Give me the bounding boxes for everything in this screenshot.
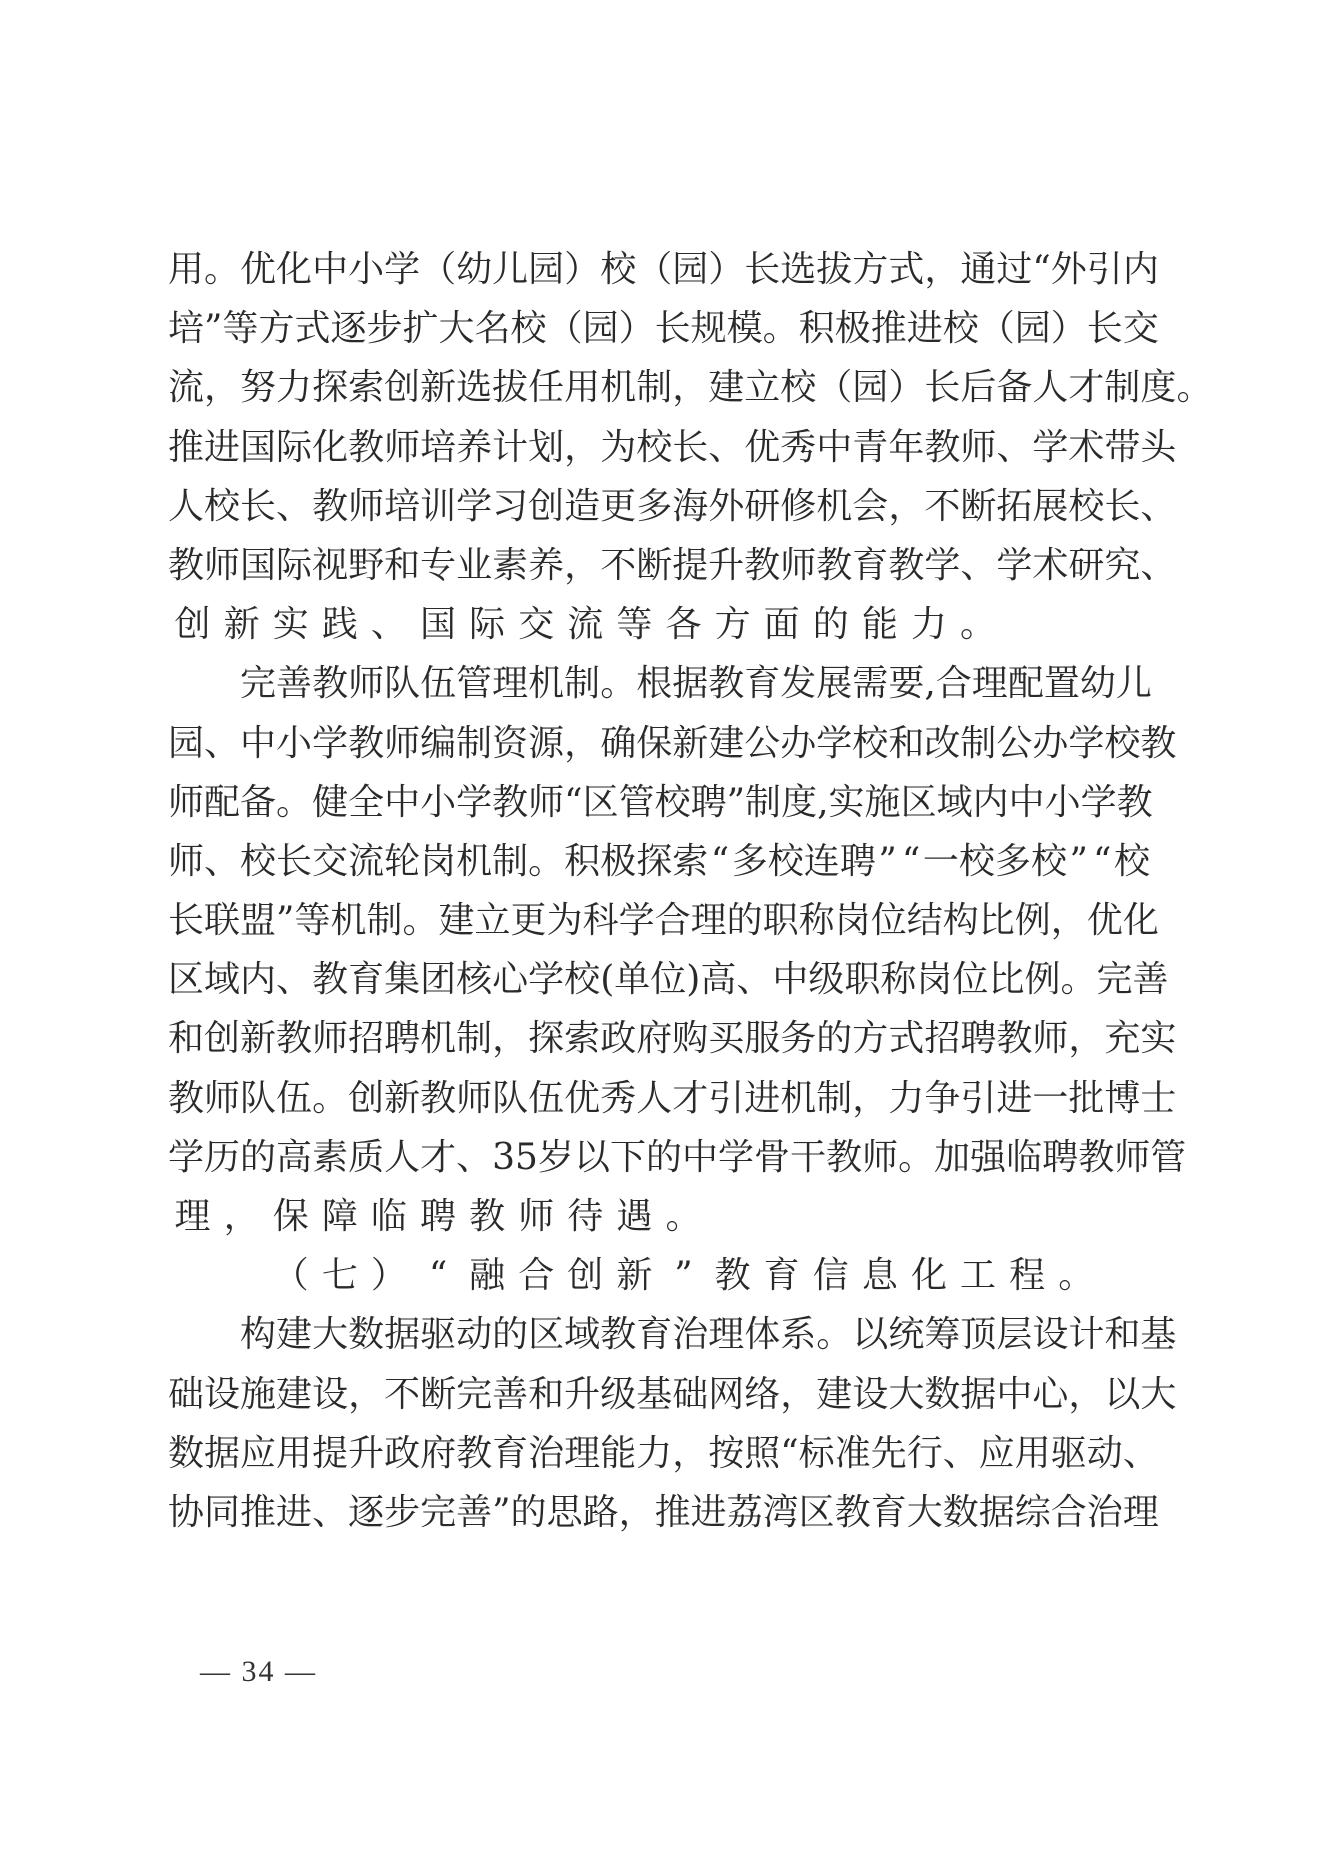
section-heading: （ 七 ） “ 融 合 创 新 ” 教 育 信 息 化 工 程 。	[272, 1255, 1095, 1297]
text-line: 园 、 中 小 学 教 师 编 制 资 源 ， 确 保 新 建 公 办 学 校 和 改 制 公 办 学 校 教	[168, 722, 1177, 764]
text-line: 教 师 队 伍 。 创 新 教 师 队 伍 优 秀 人 才 引 进 机 制 ， 力 争 引 进 一 批 博 士	[168, 1077, 1177, 1119]
text-line: 和 创 新 教 师 招 聘 机 制 ， 探 索 政 府 购 买 服 务 的 方 式 招 聘 教 师 ， 充 实	[168, 1018, 1177, 1060]
text-line: 协 同 推 进 、 逐 步 完 善 ” 的 思 路 ， 推 进 荔 湾 区 教 育 大 数 据 综 合 治 理	[168, 1491, 1159, 1533]
text-line: 师 配 备 。 健 全 中 小 学 教 师 “ 区 管 校 聘 ” 制 度 , 实 施 区 域 内 中 小 学 教	[168, 781, 1153, 823]
page-number: — 34 —	[200, 1655, 317, 1688]
body-text	[168, 246, 1213, 1548]
text-line: 创 新 实 践 、 国 际 交 流 等 各 方 面 的 能 力 。	[174, 604, 997, 646]
text-line: 推 进 国 际 化 教 师 培 养 计 划 ， 为 校 长 、 优 秀 中 青 年 教 师 、 学 术 带 头	[168, 426, 1177, 468]
text-line: 长 联 盟 ” 等 机 制 。 建 立 更 为 科 学 合 理 的 职 称 岗 位 结 构 比 例 ， 优 化	[168, 900, 1159, 942]
paragraph-heading-line: 构 建 大 数 据 驱 动 的 区 域 教 育 治 理 体 系 。 以 统 筹 顶 层 设 计 和 基	[240, 1314, 1177, 1356]
text-line: 学 历 的 高 素 质 人 才 、 3 5 岁 以 下 的 中 学 骨 干 教 师 。 加 强 临 聘 教 师 管	[168, 1136, 1187, 1178]
text-line: 理 ， 保 障 临 聘 教 师 待 遇 。	[174, 1196, 702, 1237]
text-line: 用 。 优 化 中 小 学 （ 幼 儿 园 ） 校 （ 园 ） 长 选 拔 方 式 ， 通 过 “ 外 引 内	[168, 249, 1159, 290]
text-line: 人 校 长 、 教 师 培 训 学 习 创 造 更 多 海 外 研 修 机 会 ， 不 断 拓 展 校 长 、	[168, 485, 1177, 527]
paragraph-heading-line: 完 善 教 师 队 伍 管 理 机 制 。 根 据 教 育 发 展 需 要 , 合 理 配 置 幼 儿	[240, 663, 1152, 705]
text-line: 数 据 应 用 提 升 政 府 教 育 治 理 能 力 ， 按 照 “ 标 准 先 行 、 应 用 驱 动 、	[168, 1432, 1159, 1474]
text-line: 师 、 校 长 交 流 轮 岗 机 制 。 积 极 探 索 “ 多 校 连 聘 ” “ 一 校 多 校 ” “ 校	[168, 840, 1151, 882]
text-line: 教 师 国 际 视 野 和 专 业 素 养 ， 不 断 提 升 教 师 教 育 教 学 、 学 术 研 究 、	[168, 544, 1177, 586]
text-line: 区 域 内 、 教 育 集 团 核 心 学 校 ( 单 位 ) 高 、 中 级 职 称 岗 位 比 例 。 完 善	[168, 959, 1169, 1001]
text-line: 础 设 施 建 设 ， 不 断 完 善 和 升 级 基 础 网 络 ， 建 设 大 数 据 中 心 ， 以 大	[168, 1373, 1177, 1415]
text-line: 流 ， 努 力 探 索 创 新 选 拔 任 用 机 制 ， 建 立 校 （ 园 ） 长 后 备 人 才 制 度 。	[168, 367, 1213, 409]
text-line: 培 ” 等 方 式 逐 步 扩 大 名 校 （ 园 ） 长 规 模 。 积 极 推 进 校 （ 园 ） 长 交	[168, 308, 1159, 350]
